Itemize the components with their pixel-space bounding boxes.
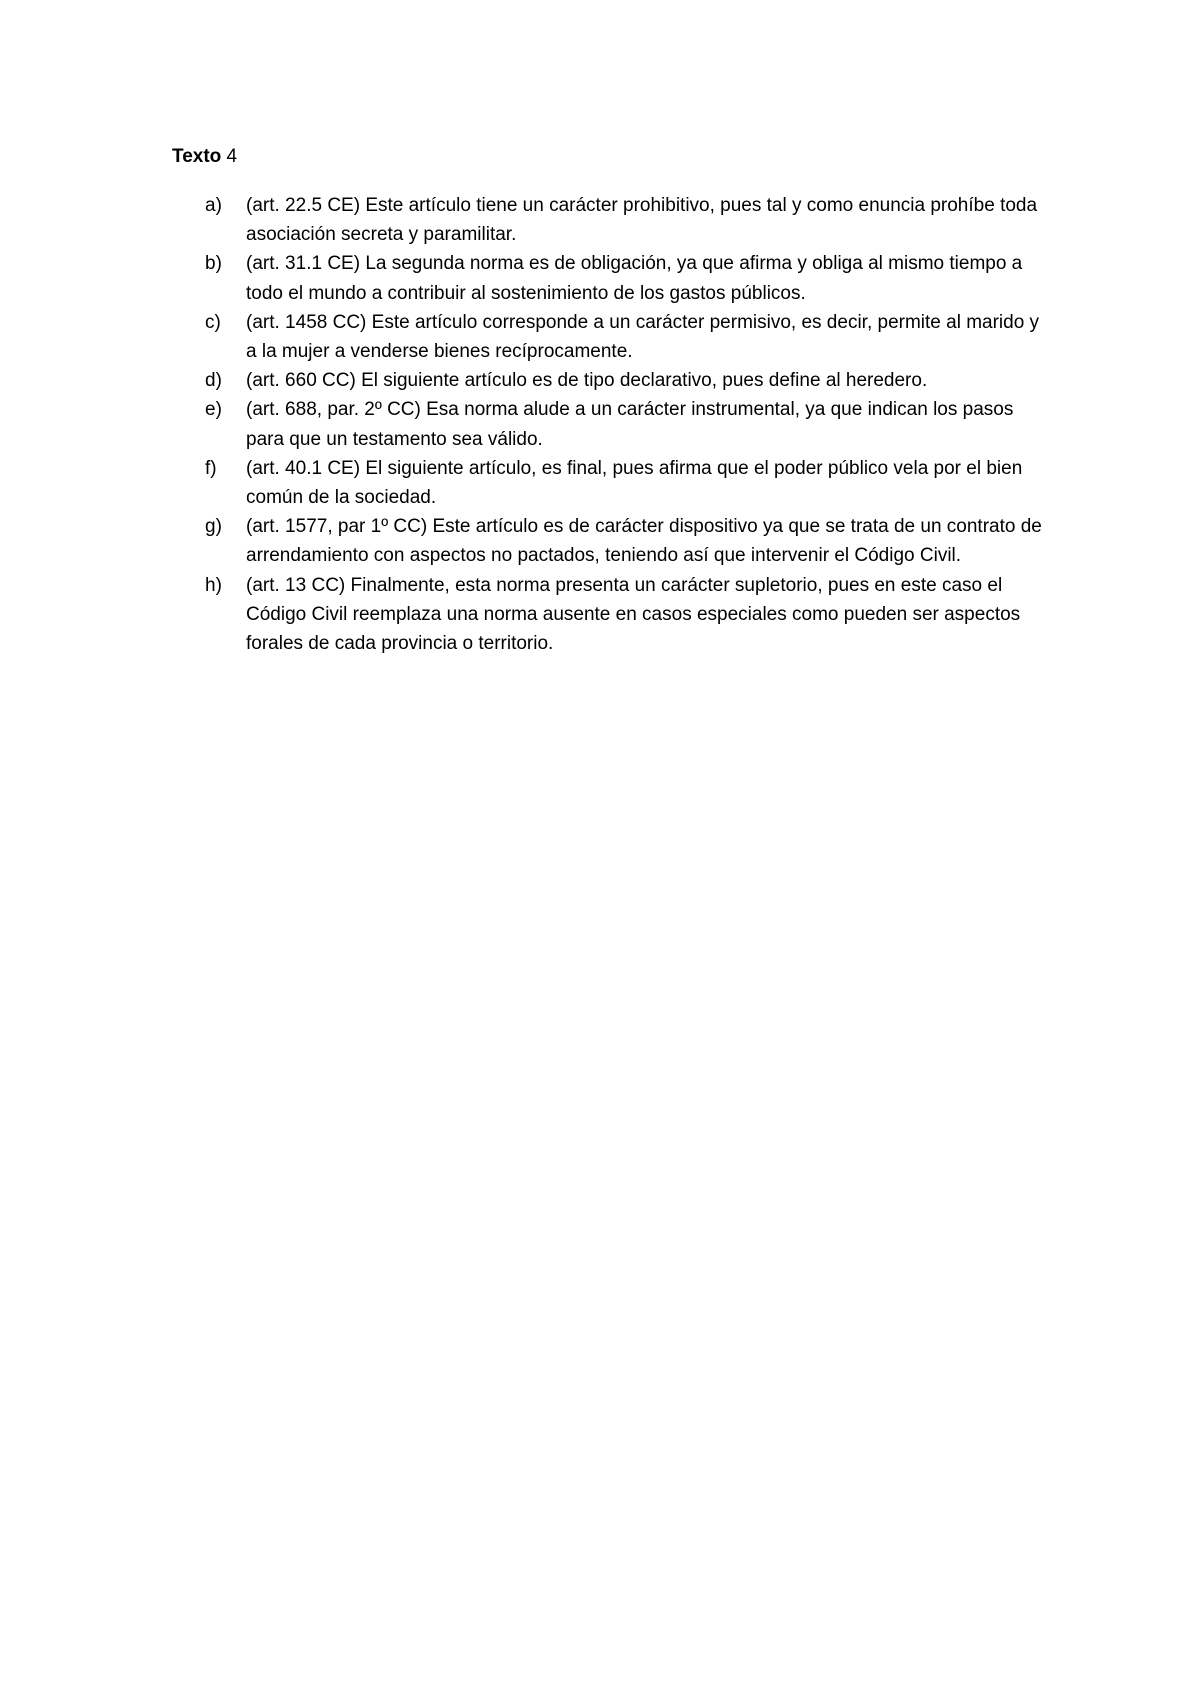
list-item [205, 308, 1045, 366]
list-item [205, 454, 1045, 512]
answer-list [205, 191, 1045, 658]
list-item [205, 249, 1045, 307]
item-text: (art. 31.1 CE) La segunda norma es de obligación, ya que afirma y obliga al mismo tiempo a todo el mundo a contribuir al sostenimiento de los gastos públicos. [246, 253, 1023, 304]
list-item [205, 191, 1045, 249]
item-text: (art. 660 CC) El siguiente artículo es de tipo declarativo, pues define al heredero. [246, 370, 928, 392]
item-marker: g) [205, 516, 222, 538]
list-item [205, 571, 1045, 659]
list-item [205, 366, 1045, 395]
item-marker: h) [205, 574, 222, 596]
item-marker: d) [205, 370, 222, 392]
document-title [172, 145, 237, 169]
list-item [205, 512, 1045, 570]
item-text: (art. 688, par. 2º CC) Esa norma alude a un carácter instrumental, ya que indican los pasos para que un testamento sea válido. [246, 399, 1014, 450]
item-marker: a) [205, 195, 222, 216]
item-text: (art. 1458 CC) Este artículo corresponde a un carácter permisivo, es decir, permite al marido y a la mujer a venderse bienes recíprocamente. [246, 311, 1040, 363]
item-marker: b) [205, 253, 222, 275]
item-marker: e) [205, 399, 222, 421]
item-text: (art. 40.1 CE) El siguiente artículo, es final, pues afirma que el poder público vela por el bien común de la sociedad. [246, 457, 1023, 509]
item-text: (art. 1577, par 1º CC) Este artículo es de carácter dispositivo ya que se trata de un contrato de arrendamiento con aspectos no pactados, teniendo así que intervenir el Código Civil. [246, 516, 1042, 567]
item-text: (art. 13 CC) Finalmente, esta norma presenta un carácter supletorio, pues en este caso el Código Civil reemplaza una norma ausente en casos especiales como pueden ser aspectos forales de cada provincia o territorio. [246, 574, 1021, 655]
list-item [205, 395, 1045, 453]
item-marker: f) [205, 457, 217, 479]
item-marker: c) [205, 311, 221, 333]
title-label: Texto [172, 146, 222, 167]
title-number: 4 [221, 146, 238, 167]
item-text: (art. 22.5 CE) Este artículo tiene un carácter prohibitivo, pues tal y como enuncia prohíbe toda asociación secreta y paramilitar. [246, 195, 1038, 246]
